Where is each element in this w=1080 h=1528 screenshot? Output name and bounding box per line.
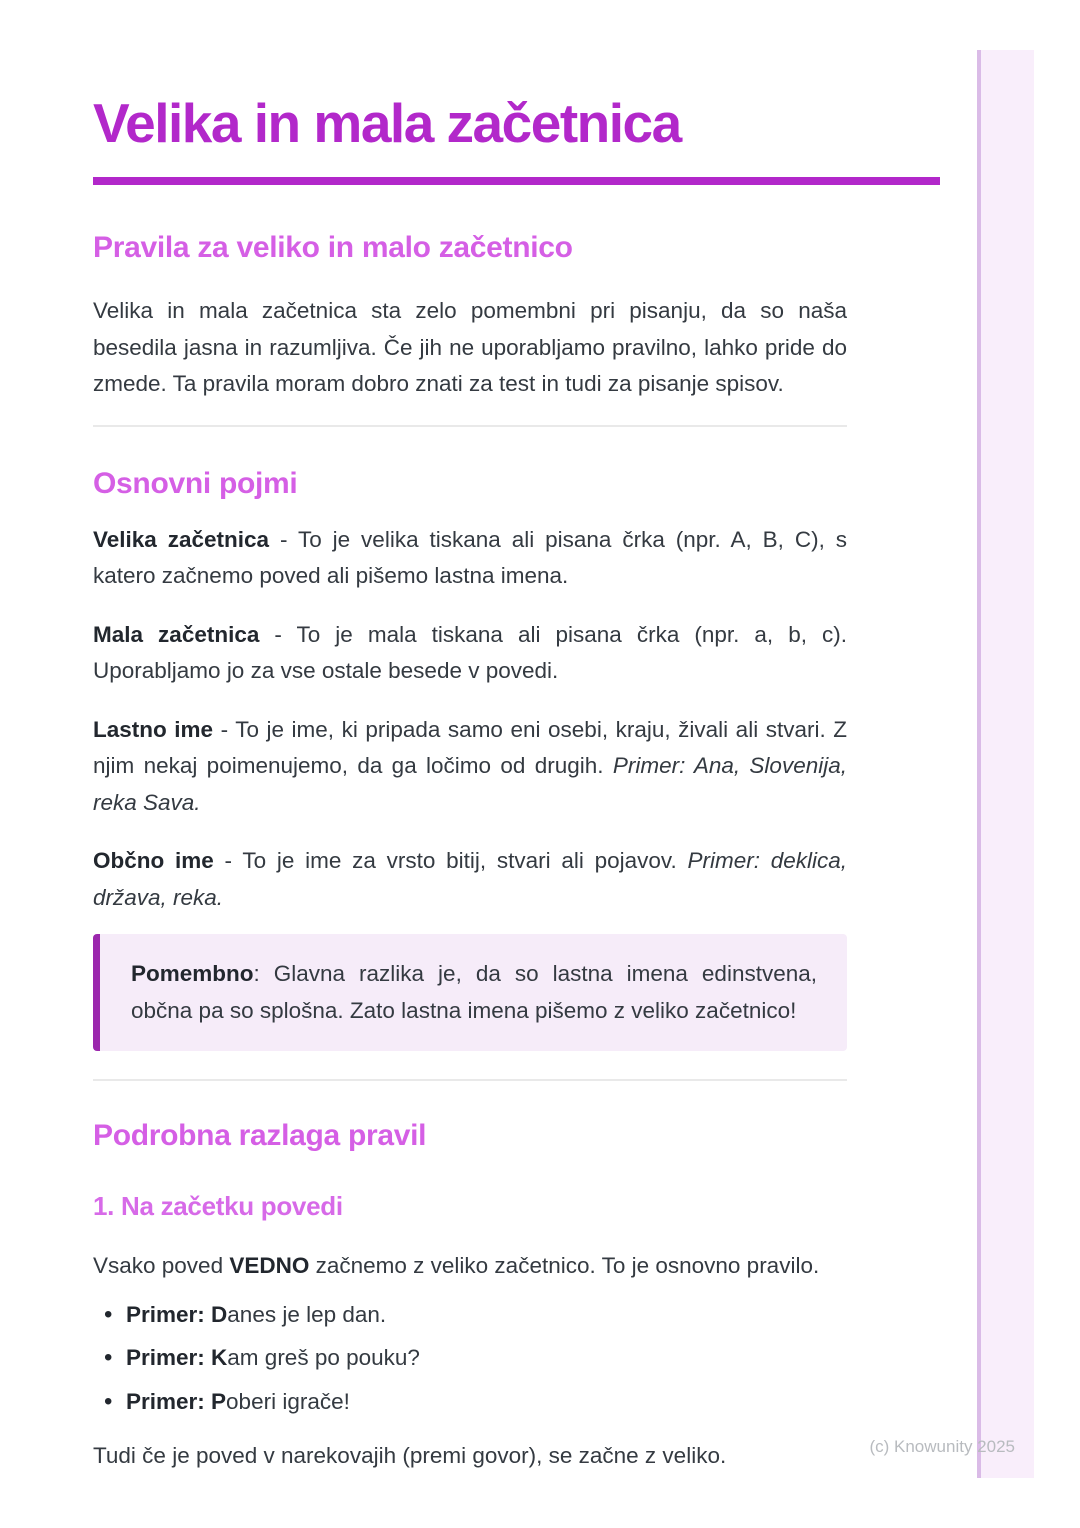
definition-lastno-ime — [93, 712, 847, 822]
definition-obcno-ime — [93, 843, 847, 916]
definition-term: Mala začetnica — [93, 621, 260, 647]
section-divider — [93, 1079, 847, 1081]
bullet-item — [93, 1384, 847, 1421]
closing-paragraph: Tudi če je poved v narekovajih (premi govor), se začne z veliko. — [93, 1443, 727, 1468]
definition-example: Primer: Ana, Slovenija, reka Sava. — [93, 753, 847, 815]
bullet-label: Primer: P — [126, 1388, 227, 1414]
bullet-text: anes je lep dan. — [227, 1301, 387, 1327]
bullet-item — [93, 1340, 847, 1377]
example-bullet-list — [93, 1297, 847, 1421]
title-rule — [93, 177, 940, 185]
definition-velika-zacetnica — [93, 522, 847, 595]
definition-mala-zacetnica — [93, 617, 847, 690]
subsection-heading-na-zacetku-povedi: 1. Na začetku povedi — [93, 1191, 343, 1221]
definition-example: Primer: deklica, država, reka. — [93, 848, 847, 910]
intro-paragraph: Velika in mala začetnica sta zelo pomembni pri pisanju, da so naša besedila jasna in razumljiva. Če jih ne uporabljamo pravilno, lahko pride do zmede. Ta pravila moram dobro znati za test in tudi za pisanje spisov. — [93, 298, 847, 396]
accent-sidebar — [977, 50, 1034, 1478]
bullet-text: am greš po pouku? — [227, 1345, 420, 1370]
callout-label: Pomembno — [131, 961, 254, 986]
definition-term: Velika začetnica — [93, 526, 270, 552]
bullet-item — [93, 1297, 847, 1334]
section-divider — [93, 425, 847, 427]
rule-intro-emphasis: VEDNO — [229, 1253, 310, 1278]
rule-intro-paragraph — [93, 1248, 847, 1285]
callout-paragraph — [131, 956, 817, 1029]
definition-term: Lastno ime — [93, 716, 214, 742]
bullet-label: Primer: K — [126, 1345, 228, 1370]
definition-text: - To je ime, ki pripada samo eni osebi, kraju, živali ali stvari. Z njim nekaj poimenujemo, da ga ločimo od drugih. — [93, 716, 847, 778]
page-title: Velika in mala začetnica — [93, 92, 681, 154]
rule-intro-post: začnemo z veliko začetnico. To je osnovno pravilo. — [309, 1253, 820, 1278]
callout-text: : Glavna razlika je, da so lastna imena edinstvena, občna pa so splošna. Zato lastna imena pišemo z veliko začetnico! — [131, 961, 817, 1023]
bullet-text: oberi igrače! — [226, 1388, 350, 1414]
definition-text: - To je velika tiskana ali pisana črka (npr. A, B, C), s katero začnemo poved ali pišemo lastna imena. — [93, 526, 847, 588]
callout-box — [93, 934, 847, 1051]
section-heading-podrobna: Podrobna razlaga pravil — [93, 1119, 427, 1152]
definition-text: - To je ime za vrsto bitij, stvari ali pojavov. — [213, 848, 677, 873]
document-page — [93, 0, 847, 1475]
section-heading-osnovni-pojmi: Osnovni pojmi — [93, 466, 298, 500]
footer-copyright: (c) Knowunity 2025 — [869, 1437, 1015, 1456]
definition-term: Občno ime — [93, 848, 214, 873]
bullet-label: Primer: D — [126, 1301, 228, 1327]
definition-text: - To je mala tiskana ali pisana črka (npr. a, b, c). Uporabljamo jo za vse ostale besede v povedi. — [93, 621, 847, 683]
rule-intro-pre: Vsako poved — [93, 1253, 230, 1278]
section-heading-pravila: Pravila za veliko in malo začetnico — [93, 231, 573, 264]
